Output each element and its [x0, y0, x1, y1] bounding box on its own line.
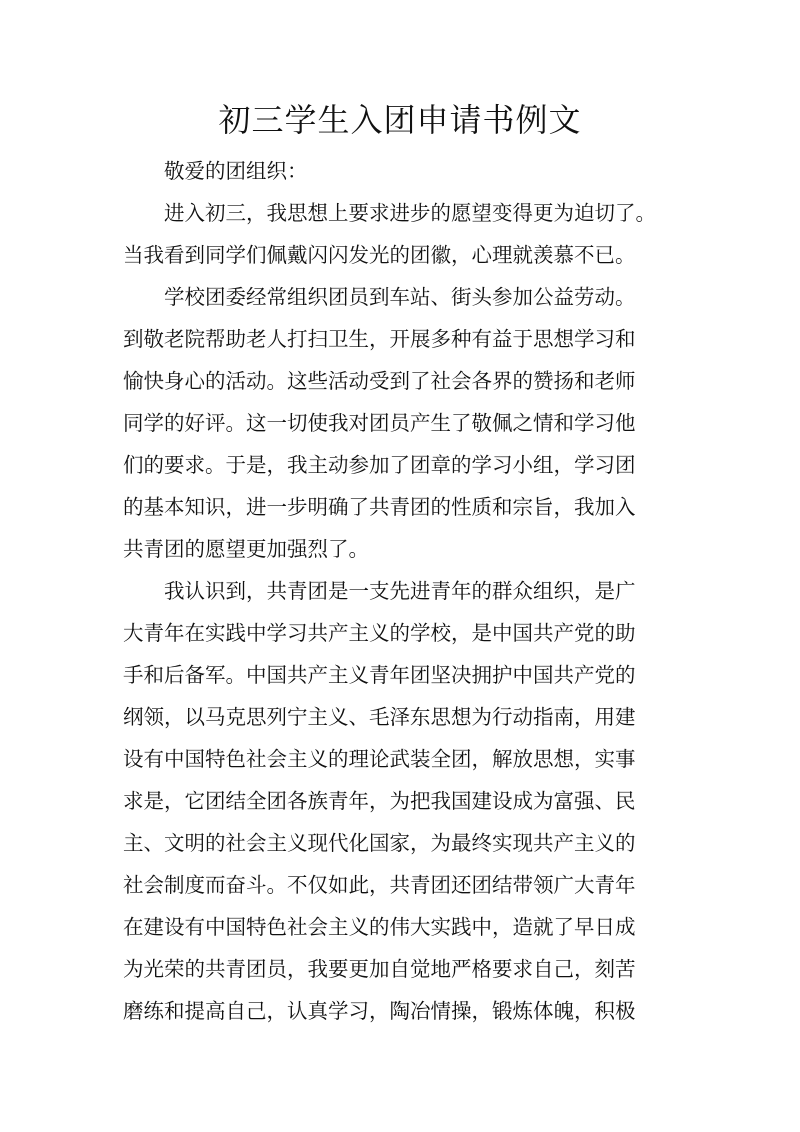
text-line: 的基本知识，进一步明确了共青团的性质和宗旨，我加入	[123, 495, 636, 519]
text-line: 为光荣的共青团员，我要更加自觉地严格要求自己，刻苦	[123, 957, 636, 981]
text-line: 我认识到，共青团是一支先进青年的群众组织，是广	[164, 579, 636, 603]
text-line: 到敬老院帮助老人打扫卫生，开展多种有益于思想学习和	[123, 327, 636, 351]
text-line: 大青年在实践中学习共产主义的学校，是中国共产党的助	[123, 621, 636, 645]
document-body	[123, 150, 668, 1032]
document-title: 初三学生入团申请书例文	[218, 101, 582, 139]
text-line: 磨练和提高自己，认真学习，陶冶情操，锻炼体魄，积极	[123, 999, 636, 1023]
text-line: 们的要求。于是，我主动参加了团章的学习小组，学习团	[123, 453, 636, 477]
salutation: 敬爱的团组织：	[164, 159, 308, 183]
text-line: 同学的好评。这一切使我对团员产生了敬佩之情和学习他	[123, 411, 636, 435]
text-line: 在建设有中国特色社会主义的伟大实践中，造就了早日成	[123, 915, 636, 939]
text-line: 愉快身心的活动。这些活动受到了社会各界的赞扬和老师	[123, 369, 636, 393]
text-line: 手和后备军。中国共产主义青年团坚决拥护中国共产党的	[123, 663, 636, 687]
text-line: 纲领，以马克思列宁主义、毛泽东思想为行动指南，用建	[123, 705, 636, 729]
text-line: 当我看到同学们佩戴闪闪发光的团徽，心理就羡慕不已。	[123, 243, 636, 267]
text-line: 进入初三，我思想上要求进步的愿望变得更为迫切了。	[164, 201, 656, 225]
text-line: 主、文明的社会主义现代化国家，为最终实现共产主义的	[123, 831, 636, 855]
text-line: 共青团的愿望更加强烈了。	[123, 537, 369, 561]
text-line: 求是，它团结全团各族青年，为把我国建设成为富强、民	[123, 789, 636, 813]
paragraph-lines	[123, 192, 668, 1032]
text-line: 学校团委经常组织团员到车站、街头参加公益劳动。	[164, 285, 636, 309]
text-line: 设有中国特色社会主义的理论武装全团，解放思想，实事	[123, 747, 636, 771]
text-line: 社会制度而奋斗。不仅如此，共青团还团结带领广大青年	[123, 873, 636, 897]
